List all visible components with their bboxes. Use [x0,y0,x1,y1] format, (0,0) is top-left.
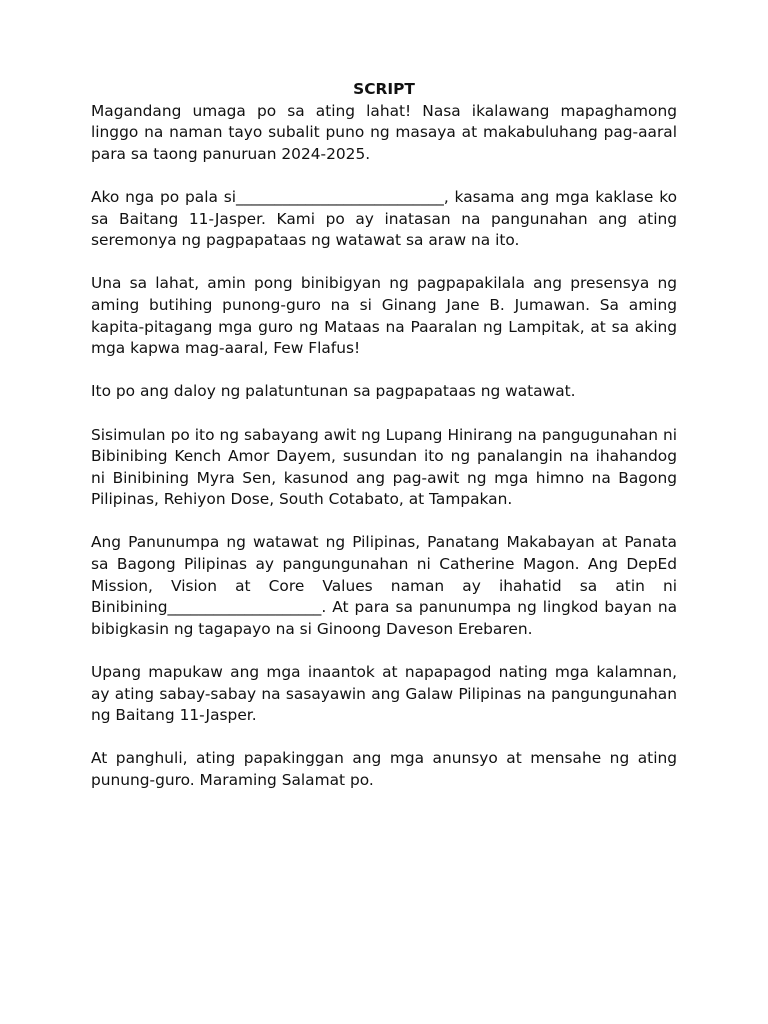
paragraph-program-intro: Ito po ang daloy ng palatuntunan sa pagpapataas ng watawat. [91,382,576,401]
document-body [91,79,677,792]
document-title: SCRIPT [353,80,415,98]
paragraph-pledges: Ang Panunumpa ng watawat ng Pilipinas, Panatang Makabayan at Panata sa Bagong Pilipinas ay pangungunahan ni Catherine Magon. Ang DepEd Mission, Vision at Core Values naman ay ihahatid sa atin ni Binibining____________________. At para sa panunumpa ng lingkod bayan na bibigkasin ng tagapayo na si Ginoong Daveson Erebaren. [91,533,677,638]
paragraph-acknowledgement: Una sa lahat, amin pong binibigyan ng pagpapakilala ang presensya ng aming butihing punong-guro na si Ginang Jane B. Jumawan. Sa aming kapita-pitagang mga guro ng Mataas na Paaralan ng Lampitak, at sa aking mga kapwa mag-aaral, Few Flafus! [91,274,677,358]
paragraph-closing: At panghuli, ating papakinggan ang mga anunsyo at mensahe ng ating punung-guro. Maraming Salamat po. [91,749,677,789]
paragraph-dance: Upang mapukaw ang mga inaantok at napapagod nating mga kalamnan, ay ating sabay-sabay na sasayawin ang Galaw Pilipinas na pangungunahan ng Baitang 11-Jasper. [91,663,677,725]
paragraph-introduction: Ako nga po pala si___________________________, kasama ang mga kaklase ko sa Baitang 11-Jasper. Kami po ay inatasan na pangunahan ang ating seremonya ng pagpapataas ng watawat sa araw na ito. [91,187,677,250]
paragraph-opening-songs: Sisimulan po ito ng sabayang awit ng Lupang Hinirang na pangugunahan ni Bibinibing Kench Amor Dayem, susundan ito ng panalangin na ihahandog ni Binibining Myra Sen, kasunod ang pag-awit ng mga himno na Bagong Pilipinas, Rehiyon Dose, South Cotabato, at Tampakan. [91,425,677,509]
paragraph-greeting: Magandang umaga po sa ating lahat! Nasa ikalawang mapaghamong linggo na naman tayo subalit puno ng masaya at makabuluhang pag-aaral para sa taong panuruan 2024-2025. [91,101,677,163]
